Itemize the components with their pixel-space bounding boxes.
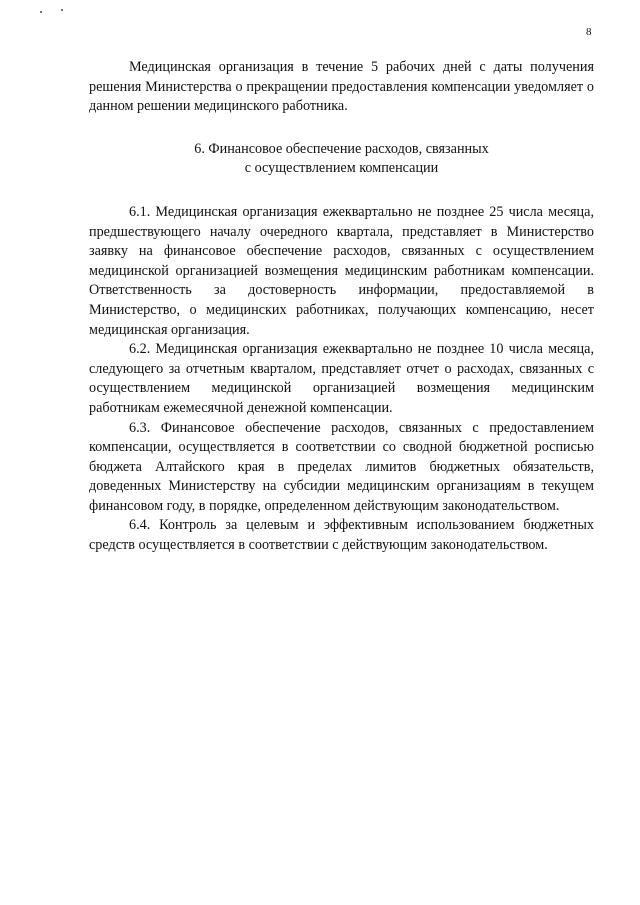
section-heading xyxy=(89,140,594,179)
clause-6-3: 6.3. Финансовое обеспечение расходов, связанных с предоставлением компенсации, осуществляется в соответствии со сводной бюджетной росписью бюджета Алтайского края в пределах лимитов бюджетных обязательств, доведенных Министерству на субсидии медицинским организациям в текущем финансовом году, в порядке, определенном действующим законодательством. xyxy=(89,419,594,514)
scan-speck xyxy=(61,9,63,11)
page-number: 8 xyxy=(586,26,592,38)
document-body xyxy=(89,58,594,556)
clause-6-4: 6.4. Контроль за целевым и эффективным использованием бюджетных средств осуществляется в соответствии с действующим законодательством. xyxy=(89,517,594,554)
clause-6-1: 6.1. Медицинская организация ежеквартально не позднее 25 числа месяца, предшествующего началу очередного квартала, представляет в Министерство заявку на финансовое обеспечение расходов, связанных с осуществлением медицинской организацией возмещения медицинским работникам компенсации. Ответственность за достоверность информации, предоставляемой в Министерство, о медицинских работниках, получающих компенсацию, несет медицинская организация. xyxy=(89,203,594,338)
section-heading-line-2: с осуществлением компенсации xyxy=(244,160,439,177)
intro-paragraph: Медицинская организация в течение 5 рабочих дней с даты получения решения Министерства о прекращении предоставления компенсации уведомляет о данном решении медицинского работника. xyxy=(89,59,594,115)
scan-speck xyxy=(40,11,42,13)
section-heading-line-1: 6. Финансовое обеспечение расходов, связанных xyxy=(194,140,489,157)
clause-6-2: 6.2. Медицинская организация ежеквартально не позднее 10 числа месяца, следующего за отчетным кварталом, представляет отчет о расходах, связанных с осуществлением медицинской организацией возмещения медицинским работникам ежемесячной денежной компенсации. xyxy=(89,341,594,416)
